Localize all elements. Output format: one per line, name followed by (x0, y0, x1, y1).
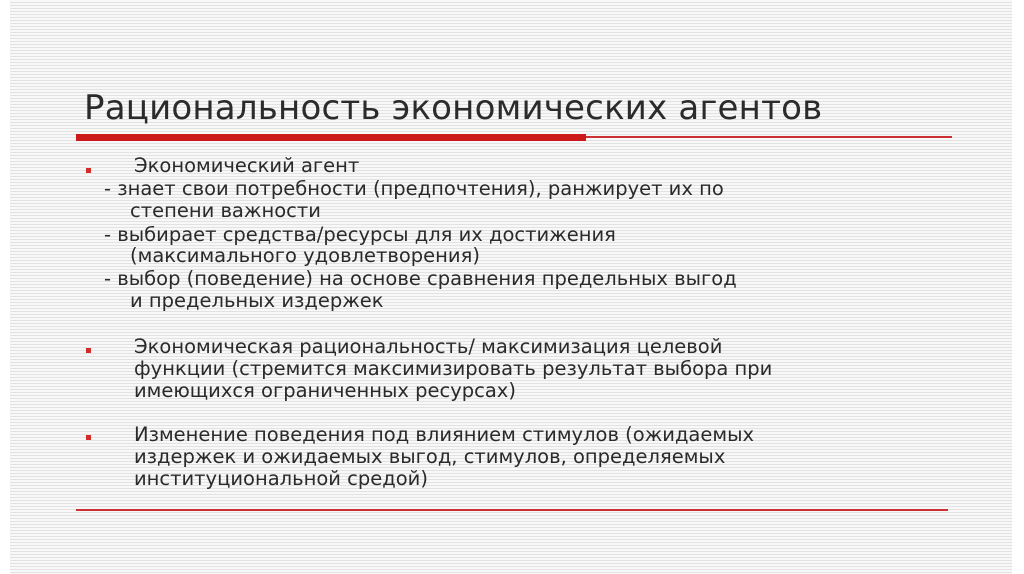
bullet-text: функции (стремится максимизировать результат выбора при (134, 357, 773, 380)
bullet-text: Экономическая рациональность/ максимизация целевой (134, 335, 723, 358)
bottom-divider-line (76, 509, 948, 511)
bullet-text: институциональной средой) (134, 467, 428, 490)
bullet-marker (86, 435, 91, 440)
slide-left-border (0, 0, 10, 574)
title-divider-line (586, 136, 952, 138)
bullet-text: Изменение поведения под влиянием стимулов (ожидаемых (134, 423, 755, 446)
bullet-text: имеющихся ограниченных ресурсах) (134, 379, 516, 402)
bullet-marker (86, 348, 91, 353)
title-accent-bar (76, 134, 586, 141)
subpoint-text: - знает свои потребности (предпочтения), ранжирует их по (104, 177, 724, 200)
slide-title: Рациональность экономических агентов (84, 88, 823, 128)
subpoint-text: степени важности (130, 199, 321, 222)
subpoint-text: и предельных издержек (130, 289, 384, 312)
bullet-marker (86, 168, 91, 173)
bullet-text: издержек и ожидаемых выгод, стимулов, определяемых (134, 445, 726, 468)
subpoint-text: (максимального удовлетворения) (130, 244, 480, 267)
subpoint-text: - выбор (поведение) на основе сравнения предельных выгод (104, 267, 737, 290)
slide-right-border (1012, 0, 1024, 574)
subpoint-text: - выбирает средства/ресурсы для их достижения (104, 223, 616, 246)
bullet-text: Экономический агент (134, 154, 360, 177)
